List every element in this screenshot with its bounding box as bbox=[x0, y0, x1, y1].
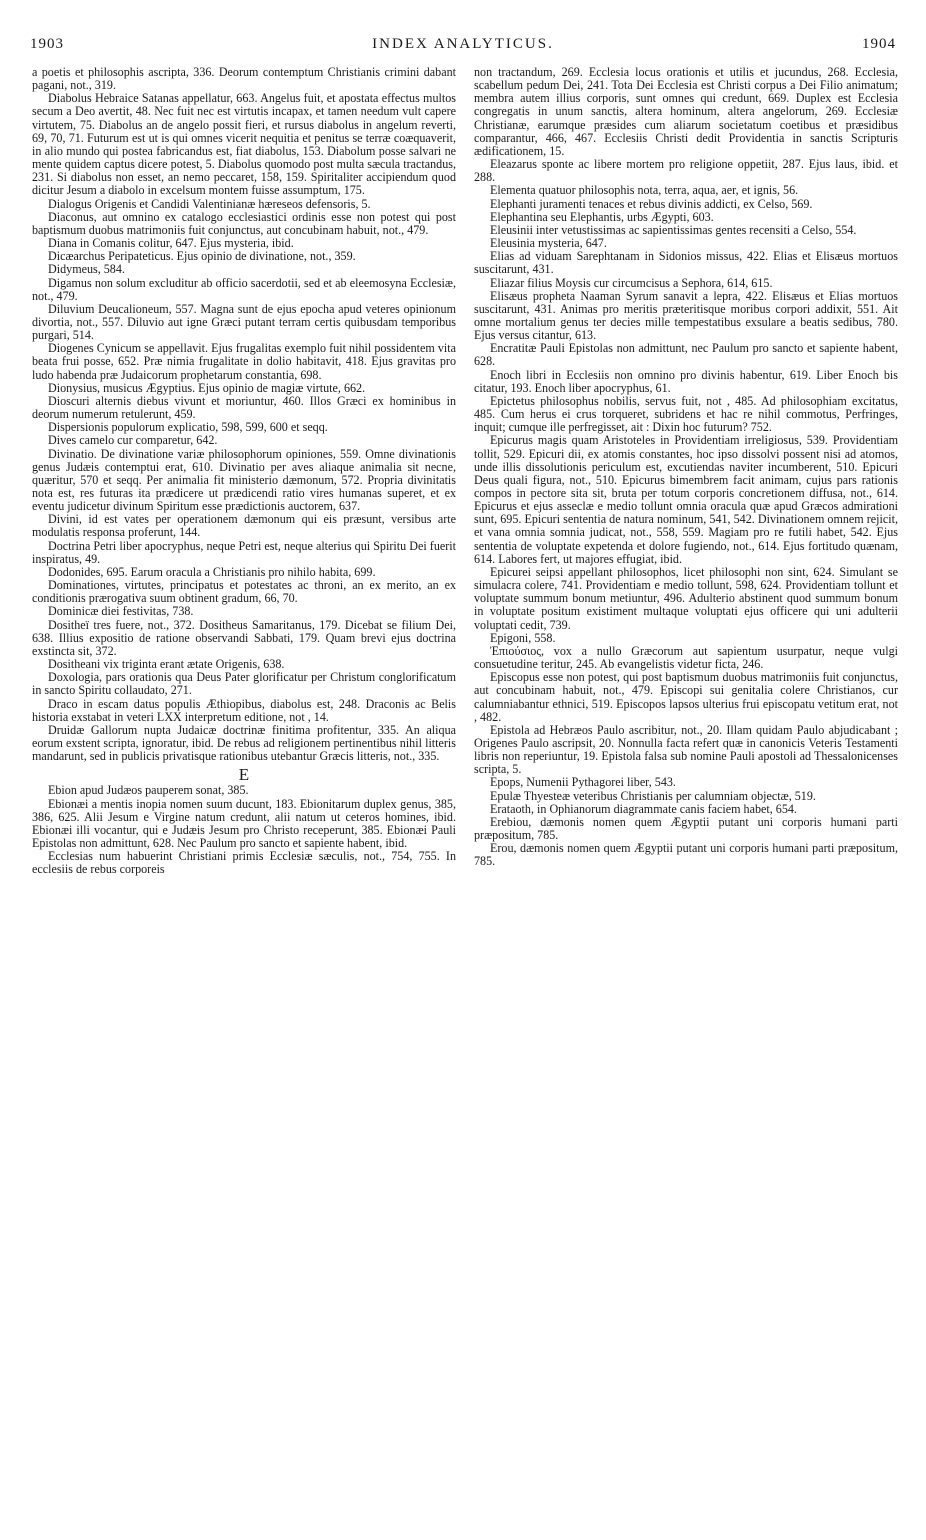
index-entry: Dionysius, musicus Ægyptius. Ejus opinio de magiæ virtute, 662. bbox=[48, 380, 366, 395]
index-entry: Doctrina Petri liber apocryphus, neque Petri est, neque alterius qui Spiritu Dei fuerit inspiratus, 49. bbox=[32, 538, 456, 566]
index-entry: Dioscuri alternis diebus vivunt et moriuntur, 460. Illos Græci ex hominibus in deorum numerum retulerunt, 459. bbox=[32, 393, 456, 422]
index-entry: Erou, dæmonis nomen quem Ægyptii putant uni corporis humani parti præpositum, 785. bbox=[474, 841, 898, 869]
right-column bbox=[474, 66, 898, 869]
index-entry: Eliazar filius Moysis cur circumcisus a Sephora, 614, 615. bbox=[490, 275, 773, 290]
index-entry: Epops, Numenii Pythagorei liber, 543. bbox=[490, 775, 676, 790]
index-entry: Elias ad viduam Sarephtanam in Sidonios missus, 422. Elias et Elisæus mortuos suscitarunt, 431. bbox=[474, 249, 898, 277]
index-entry: Epicurei seipsi appellant philosophos, licet philosophi non sint, 624. Simulant se simulacra colere, 741. Providentiam e medio tollunt, 598, 624. Providentiam tollunt et voluptate summum bonum metiuntur, 496. Adulterio abstinent quod summum bonum in voluptate positum existiment multaque voluptati ejus officere qui uni adulterii voluptati cedit, 739. bbox=[474, 564, 898, 632]
index-entry: Dialogus Origenis et Candidi Valentinianæ hæreseos defensoris, 5. bbox=[48, 196, 371, 211]
index-entry: Episcopus esse non potest, qui post baptismum duobus matrimoniis fuit conjunctus, aut concubinam habuit, not., 479. Episcopi sui genitalia colere Christianos, cur calumniabantur ethnici, 519. Episcopos lapsos ulterius frui episcopatu vetitum erat, not , 482. bbox=[474, 670, 898, 724]
index-entry: Eleusinia mysteria, 647. bbox=[490, 236, 607, 251]
page-header bbox=[30, 36, 896, 58]
left-column bbox=[32, 66, 456, 877]
index-entry: Divinatio. De divinatione variæ philosophorum opiniones, 559. Omne divinationis genus Judæis contemptui erat, 610. Divinatio per aves aliaque animalia sit necne, quæritur, 570 et seqq. Per animalia fit ministerio dæmonum, 572. Propria divinitatis nota est, res futuras ita prædicere ut prædicendi ratio vires humanas superet, et ex eventu judicetur divinum Spiritum esse prædictionis auctorem, 637. bbox=[32, 446, 456, 514]
index-entry: a poetis et philosophis ascripta, 336. Deorum contemptum Christianis crimini dabant pagani, not., 319. bbox=[32, 65, 456, 93]
index-entry: Doxologia, pars orationis qua Deus Pater glorificatur per Christum conglorificatum in sancto Spiritu collaudato, 271. bbox=[32, 670, 456, 698]
index-entry: Dicæarchus Peripateticus. Ejus opinio de divinatione, not., 359. bbox=[48, 249, 356, 264]
index-entry: Elephantina seu Elephantis, urbs Ægypti, 603. bbox=[490, 209, 714, 224]
index-entry: Diluvium Deucalioneum, 557. Magna sunt de ejus epocha apud veteres opinionum divortia, not., 557. Diluvio aut igne Græci putant terram certis quibusdam temporibus purgari, 514. bbox=[32, 301, 456, 343]
index-entry: Epicurus magis quam Aristoteles in Providentiam irreligiosus, 539. Providentiam tollit, 529. Epicuri dii, ex atomis constantes, hoc ipso dissolvi possent nisi ad atomos, unde illis dissolutionis periculum est, excutiendas naviter incumberent, 510. Epicuri Deus quali figura, not., 510. Epicurus bimembrem facit animam, cujus pars rationis compos in pectore sita sit, bruta per totum corporis concretionem diffusa, not., 614. Epicurus et ejus asseclæ e medio tollunt omnia oracula quæ apud Græcos admirationi sunt, 695. Epicuri sententia de natura nominum, 541, 542. Divinationem omnem rejicit, et vana omnia somnia judicat, not., 558, 559. Magiam pro re futili habet, 542. Ejus sententia de voluptate expetenda et dolore fugiendo, not., 614. Ejus fortitudo quænam, 614. Labores fert, ut majores effugiat, ibid. bbox=[474, 433, 898, 566]
index-entry: Encratitæ Pauli Epistolas non admittunt, nec Paulum pro sancto et sapiente habent, 628. bbox=[474, 341, 898, 369]
index-entry: Dives camelo cur comparetur, 642. bbox=[48, 433, 218, 448]
index-entry: Elisæus propheta Naaman Syrum sanavit a lepra, 422. Elisæus et Elias mortuos suscitarunt, 431. Animas pro meritis præteritisque moribus corpori addixit, 551. Ait omne mortalium genus ter decies mille tempestatibus exsulare a beatis sedibus, 780. Ejus versus citantur, 613. bbox=[474, 288, 898, 343]
index-entry: Ebionæi a mentis inopia nomen suum ducunt, 183. Ebionitarum duplex genus, 385, 386, 625. Alii Jesum e Virgine natum credunt, alii natum ut ceteros homines, ibid. Ebionæi illi vocantur, qui e Judæis Jesum pro Christo receperunt, 385. Ebionæi Pauli Epistolas non admittunt, 628. Nec Paulum pro sancto et sapiente habent, ibid. bbox=[32, 796, 456, 851]
index-entry: non tractandum, 269. Ecclesia locus orationis et utilis et jucundus, 268. Ecclesia, scabellum pedum Dei, 241. Tota Dei Ecclesia est Christi corpus a Dei Filio animatum; membra autem illius corporis, sunt omnes qui credunt, 669. Duplex est Ecclesia congregatis in unum sanctis, altera hominum, altera angelorum, 269. Ecclesiæ Christianæ, earumque præsides cum aliarum societatum coetibus et præsidibus comparantur, 466, 467. Ecclesiis Christi dedit Providentia in sanctis Scripturis ædificationem, 15. bbox=[474, 65, 898, 158]
index-entry: Epulæ Thyesteæ veteribus Christianis per calumniam objectæ, 519. bbox=[490, 788, 816, 803]
index-entry: Dositheani vix triginta erant ætate Origenis, 638. bbox=[48, 657, 285, 672]
index-entry: Diaconus, aut omnino ex catalogo ecclesiastici ordinis esse non potest qui post baptismum duobus matrimoniis fuit conjunctus, aut concubinam habuit, not., 479. bbox=[32, 209, 456, 237]
page-number-left: 1903 bbox=[30, 36, 64, 52]
index-entry: Diana in Comanis colitur, 647. Ejus mysteria, ibid. bbox=[48, 236, 294, 251]
index-entry: Epigoni, 558. bbox=[490, 630, 556, 645]
index-entry: Ecclesias num habuerint Christiani primis Ecclesiæ sæculis, not., 754, 755. In ecclesiis de rebus corporeis bbox=[32, 849, 456, 877]
index-entry: Diogenes Cynicum se appellavit. Ejus frugalitas exemplo fuit nihil possidentem vita beata frui posse, 652. Præ nimia frugalitate in dolio habitavit, 418. Ejus gravitas pro ludo habenda præ Judaicorum prophetarum constantia, 698. bbox=[32, 341, 456, 382]
index-entry: Ebion apud Judæos pauperem sonat, 385. bbox=[48, 783, 249, 798]
index-entry: Eleazarus sponte ac libere mortem pro religione oppetiit, 287. Ejus laus, ibid. et 288. bbox=[474, 157, 898, 185]
page-number-right: 1904 bbox=[862, 36, 896, 52]
index-entry: Dositheï tres fuere, not., 372. Dositheus Samaritanus, 179. Dicebat se filium Dei, 638. Illius expositio de ratione observandi Sabbati, 179. Quam brevi ejus doctrina exstincta sit, 372. bbox=[32, 617, 456, 658]
index-entry: Elementa quatuor philosophis nota, terra, aqua, aer, et ignis, 56. bbox=[490, 183, 799, 198]
index-entry: Draco in escam datus populis Æthiopibus, diabolus est, 248. Draconis ac Belis historia exstabat in veteri LXX interpretum editione, not , 14. bbox=[32, 696, 456, 724]
index-entry: Dominationes, virtutes, principatus et potestates ac throni, an ex merito, an ex conditionis prærogativa suum obtinent gradum, 66, 70. bbox=[32, 578, 456, 606]
index-entry: Elephanti juramenti tenaces et rebus divinis addicti, ex Celso, 569. bbox=[490, 196, 813, 211]
index-entry: Divini, id est vates per operationem dæmonum qui eis præsunt, versibus arte modulatis responsa proferunt, 144. bbox=[32, 512, 456, 540]
index-entry: Erebiou, dæmonis nomen quem Ægyptii putant uni corporis humani parti præpositum, 785. bbox=[474, 814, 898, 843]
index-entry: Epictetus philosophus nobilis, servus fuit, not , 485. Ad philosophiam excitatus, 485. Cum herus ei crus torqueret, subridens et hac re nihil commotus, Perfringes, inquit; cumque ille perfregisset, ait : Dixin hoc futurum? 752. bbox=[474, 393, 898, 435]
index-entry: Epistola ad Hebræos Paulo ascribitur, not., 20. Illam quidam Paulo abjudicabant ; Origenes Paulo ascripsit, 20. Nonnulla facta refert quæ in canonicis Veteris Testamenti libris non reperiuntur, 19. Epistola falsa sub nomine Pauli apostoli ad Thessalonicenses scripta, 5. bbox=[474, 722, 898, 777]
index-entry: Diabolus Hebraice Satanas appellatur, 663. Angelus fuit, et apostata effectus multos secum a Deo avertit, 48. Nec fuit nec est virtutis incapax, et tamen needum vult capere virtutem, 75. Diabolus an de angelo possit fieri, et rursus diabolus in angelum reverti, 69, 70, 71. Futurum est ut is qui omnes vicerit nequitia et penitus se terræ coæquaverit, in alio mundo qui postea fabricandus est, fiat diabolus, 153. Diabolum posse salvari ne mente quidem captus dicere potest, 5. Diabolus quomodo post multa sæcula tractandus, 231. Si diabolus non esset, an nemo peccaret, 158, 159. Spiritaliter accipiendum quod dicitur Jesum a diabolo in excelsum montem fuisse assumptum, 175. bbox=[32, 91, 456, 198]
index-entry: Dodonides, 695. Earum oracula a Christianis pro nihilo habita, 699. bbox=[48, 564, 376, 579]
index-entry: Erataoth, in Ophianorum diagrammate canis faciem habet, 654. bbox=[490, 801, 797, 816]
index-entry: Eleusinii inter vetustissimas ac sapientissimas gentes recensiti a Celso, 554. bbox=[490, 222, 857, 237]
index-entry: Dominicæ diei festivitas, 738. bbox=[48, 604, 194, 619]
index-entry: Druidæ Gallorum nupta Judaicæ doctrinæ finitima profitentur, 335. An aliqua eorum exstent scripta, ignoratur, ibid. De rebus ad religionem pertinentibus nihil litteris mandarunt, sed in publicis privatisque rationibus utebantur Græcis litteris, not., 335. bbox=[32, 722, 456, 764]
index-entry: Digamus non solum excluditur ab officio sacerdotii, sed et ab eleemosyna Ecclesiæ, not., 479. bbox=[32, 275, 456, 303]
index-entry: Enoch libri in Ecclesiis non omnino pro divinis habentur, 619. Liber Enoch bis citatur, 193. Enoch liber apocryphus, 61. bbox=[474, 367, 898, 395]
section-letter-e: E bbox=[238, 765, 250, 785]
index-entry: Ἐπιούσιος, vox a nullo Græcorum aut sapientum usurpatur, neque vulgi consuetudine teritur, 245. Ab evangelistis videtur ficta, 246. bbox=[474, 643, 898, 672]
running-title: INDEX ANALYTICUS. bbox=[372, 36, 554, 52]
index-entry: Dispersionis populorum explicatio, 598, 599, 600 et seqq. bbox=[48, 420, 328, 435]
index-entry: Didymeus, 584. bbox=[48, 262, 125, 277]
